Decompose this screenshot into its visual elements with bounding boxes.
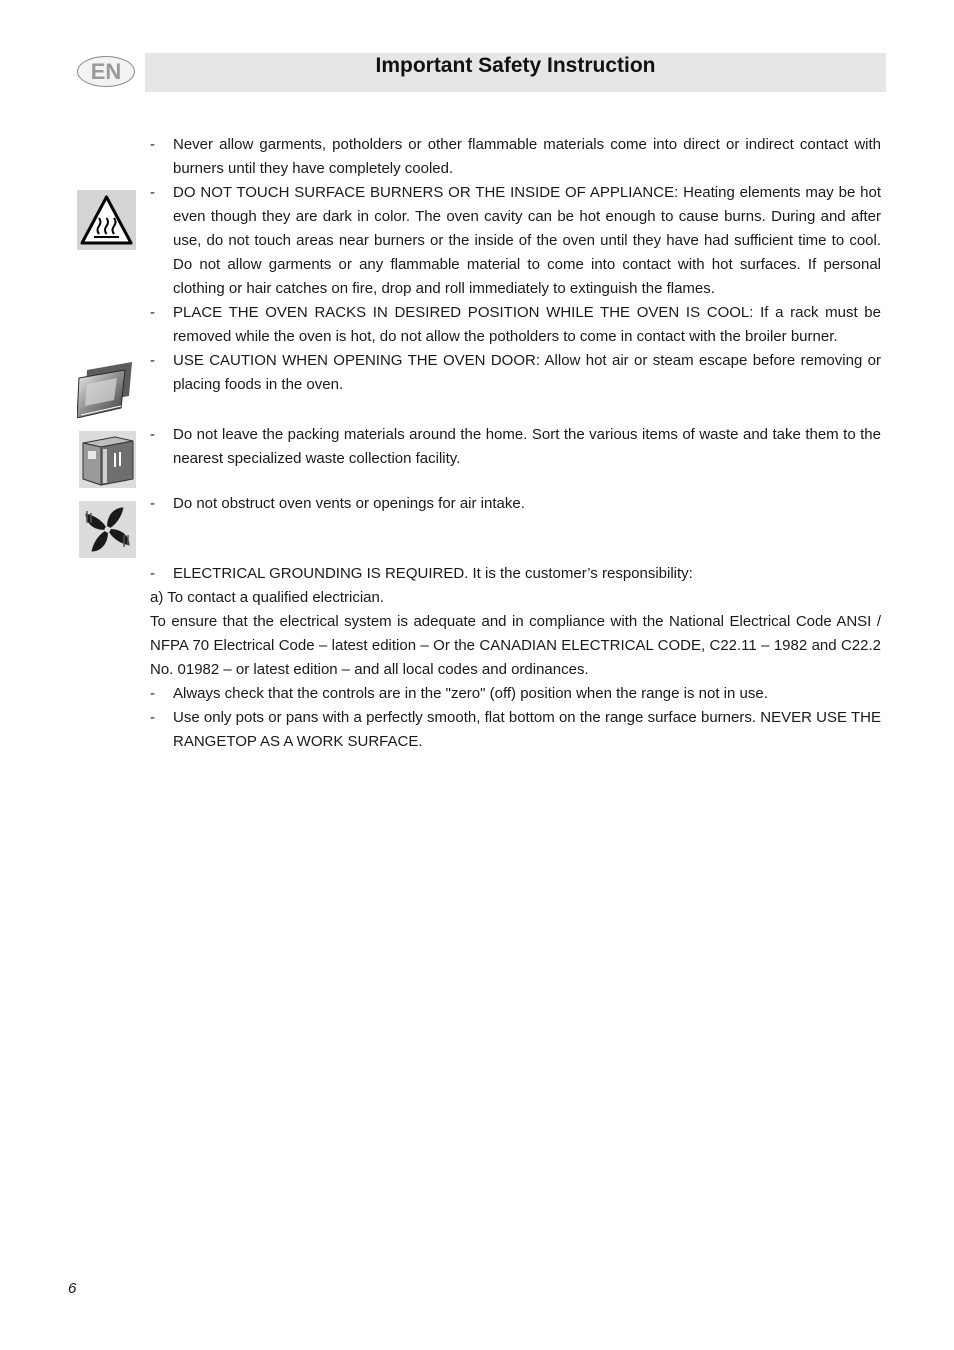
list-item [150, 349, 881, 397]
instructions-block-4 [150, 562, 881, 754]
paragraph: a) To contact a qualified electrician. [150, 589, 385, 606]
list-item [150, 133, 881, 181]
bullet-dash: - [150, 136, 155, 153]
language-badge [77, 56, 135, 87]
bullet-dash: - [150, 709, 155, 726]
bullet-dash: - [150, 685, 155, 702]
list-item [150, 562, 881, 586]
list-item [150, 301, 881, 349]
list-item [150, 423, 881, 471]
bullet-dash: - [150, 565, 155, 582]
oven-door-icon [77, 360, 136, 418]
title-bar [145, 53, 886, 92]
list-item [150, 181, 881, 301]
item-text: Never allow garments, potholders or other flammable materials come into direct or indirect contact with burners until they have completely cooled. [173, 136, 881, 177]
list-item [150, 706, 881, 754]
page-number: 6 [68, 1280, 77, 1297]
item-text: Always check that the controls are in the "zero" (off) position when the range is not in use. [173, 685, 768, 702]
page-title: Important Safety Instruction [375, 54, 656, 77]
item-text: DO NOT TOUCH SURFACE BURNERS OR THE INSIDE OF APPLIANCE: Heating elements may be hot even though they are dark in color. The oven cavity can be hot enough to cause burns. During and after use, do not touch areas near burners or the inside of the oven until they have had sufficient time to cool. Do not allow garments or any flammable material to come into contact with hot surfaces. If personal clothing or hair catches on fire, drop and roll immediately to extinguish the flames. [173, 184, 881, 297]
instructions-block-1 [150, 133, 881, 397]
item-text: Do not obstruct oven vents or openings for air intake. [173, 495, 525, 512]
item-text: PLACE THE OVEN RACKS IN DESIRED POSITION WHILE THE OVEN IS COOL: If a rack must be removed while the oven is hot, do not allow the potholders to come in contact with the broiler burner. [173, 304, 881, 345]
item-text: ELECTRICAL GROUNDING IS REQUIRED. It is the customer’s responsibility: [173, 565, 693, 582]
bullet-dash: - [150, 184, 155, 201]
bullet-dash: - [150, 304, 155, 321]
list-item [150, 492, 881, 516]
ventilation-fan-icon [79, 501, 136, 558]
bullet-dash: - [150, 495, 155, 512]
item-text: Do not leave the packing materials around the home. Sort the various items of waste and take them to the nearest specialized waste collection facility. [173, 426, 881, 467]
instructions-block-3 [150, 492, 881, 516]
list-item [150, 682, 881, 706]
bullet-dash: - [150, 426, 155, 443]
packing-box-icon [79, 431, 136, 488]
item-text: Use only pots or pans with a perfectly smooth, flat bottom on the range surface burners. NEVER USE THE RANGETOP AS A WORK SURFACE. [173, 709, 881, 750]
item-text: USE CAUTION WHEN OPENING THE OVEN DOOR: Allow hot air or steam escape before removing or placing foods in the oven. [173, 352, 881, 393]
hot-surface-warning-icon [77, 190, 136, 250]
language-code: EN [90, 58, 122, 84]
instructions-block-2 [150, 423, 881, 471]
paragraph: To ensure that the electrical system is adequate and in compliance with the National Electrical Code ANSI / NFPA 70 Electrical Code – latest edition – Or the CANADIAN ELECTRICAL CODE, C22.11 – 1982 and C22.2 No. 01982 – or latest edition – and all local codes and ordinances. [150, 613, 881, 678]
bullet-dash: - [150, 352, 155, 369]
